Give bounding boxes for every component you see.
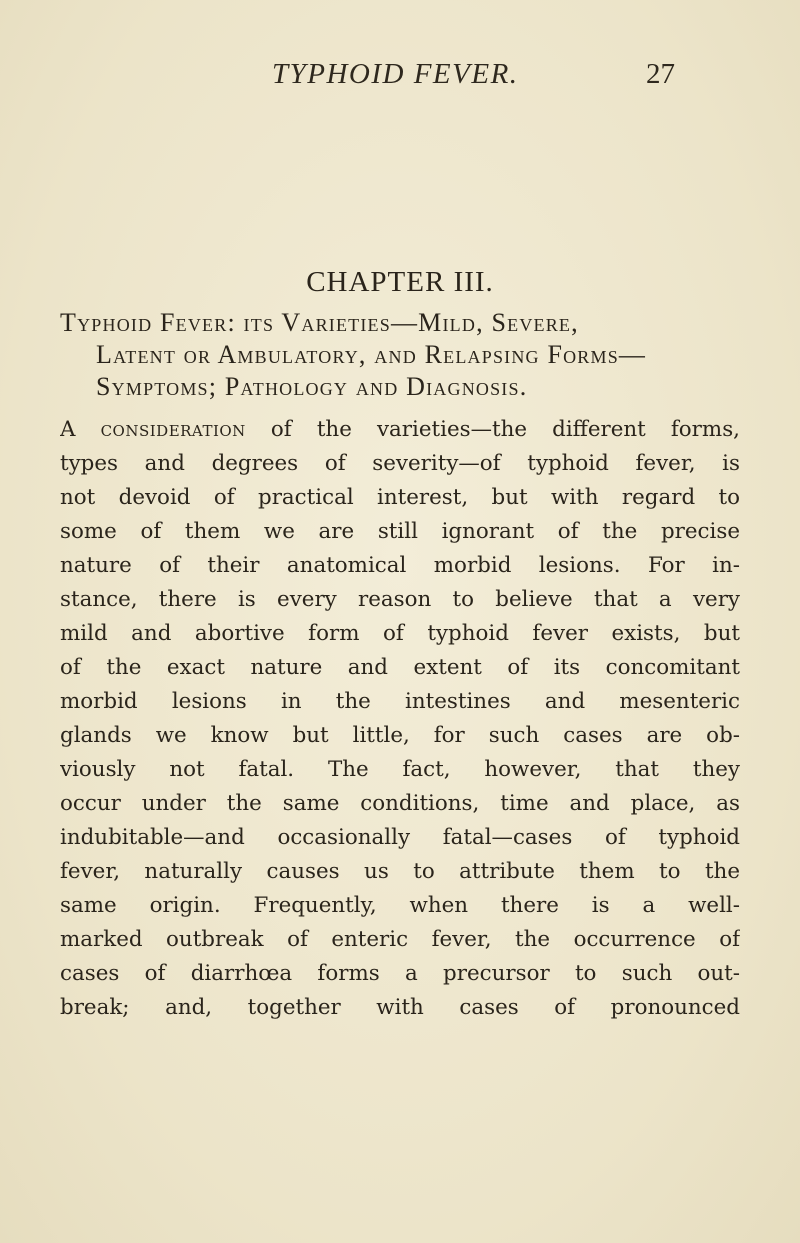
- body-line: stance, there is every reason to believe that a very: [60, 587, 740, 612]
- body-line: break; and, together with cases of pronounced: [60, 995, 740, 1020]
- body-line: glands we know but little, for such cases are ob-: [60, 723, 740, 748]
- body-line: not devoid of practical interest, but with regard to: [60, 485, 740, 510]
- body-line: [60, 413, 740, 447]
- opening-small-caps: consideration: [100, 417, 246, 442]
- body-line: fever, naturally causes us to attribute them to the: [60, 859, 740, 884]
- body-line: nature of their anatomical morbid lesions. For in-: [60, 553, 740, 578]
- body-paragraph: [60, 413, 740, 1025]
- body-line: mild and abortive form of typhoid fever exists, but: [60, 621, 740, 646]
- running-head: [0, 58, 800, 98]
- body-line: indubitable—and occasionally fatal—cases of typhoid: [60, 825, 740, 850]
- synopsis-line: Typhoid Fever: its Varieties—Mild, Severe,: [60, 308, 579, 337]
- synopsis-line: Latent or Ambulatory, and Relapsing Forms—: [96, 340, 647, 369]
- drop-word: A: [60, 417, 76, 442]
- chapter-title: CHAPTER III.: [306, 266, 494, 298]
- body-line: of the exact nature and extent of its concomitant: [60, 655, 740, 680]
- first-line-text: of the varieties—the different forms,: [270, 417, 740, 442]
- body-line: types and degrees of severity—of typhoid fever, is: [60, 451, 740, 476]
- body-line: same origin. Frequently, when there is a well-: [60, 893, 740, 918]
- chapter-synopsis: [60, 307, 740, 403]
- body-line: morbid lesions in the intestines and mesenteric: [60, 689, 740, 714]
- page-number: 27: [646, 58, 675, 90]
- synopsis-line: Symptoms; Pathology and Diagnosis.: [96, 372, 528, 401]
- body-line: occur under the same conditions, time and place, as: [60, 791, 740, 816]
- body-line: cases of diarrhœa forms a precursor to such out-: [60, 961, 740, 986]
- body-line: marked outbreak of enteric fever, the occurrence of: [60, 927, 740, 952]
- running-title: TYPHOID FEVER.: [272, 58, 519, 90]
- body-line: viously not fatal. The fact, however, that they: [60, 757, 740, 782]
- body-line: some of them we are still ignorant of the precise: [60, 519, 740, 544]
